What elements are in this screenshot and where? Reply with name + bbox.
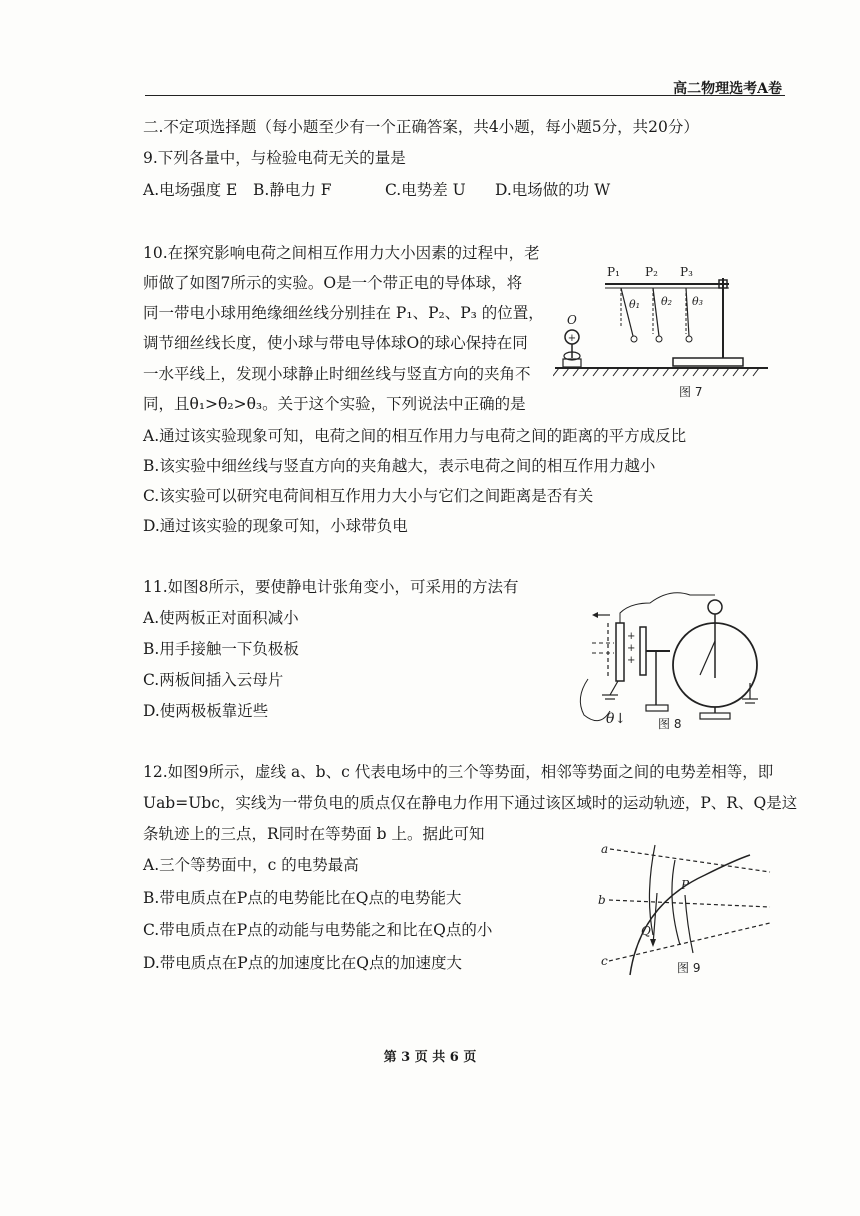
q9-option-c: C.电势差 U (385, 181, 466, 199)
q10-option-c: C.该实验可以研究电荷间相互作用力大小与它们之间距离是否有关 (143, 487, 594, 505)
figure-9-label-q: Q (641, 924, 651, 938)
svg-text:+: + (627, 631, 636, 642)
q12-stem-line-1: 12.如图9所示，虚线 a、b、c 代表电场中的三个等势面，相邻等势面之间的电势差相等，即 (143, 763, 774, 781)
q9-option-d: D.电场做的功 W (495, 181, 611, 199)
q10-option-b: B.该实验中细丝线与竖直方向的夹角越大，表示电荷之间的相互作用力越小 (143, 457, 656, 475)
q11-stem: 11.如图8所示，要使静电计张角变小，可采用的方法有 (143, 578, 519, 596)
figure-9-label-p: P (681, 878, 690, 892)
q10-option-d: D.通过该实验的现象可知，小球带负电 (143, 517, 408, 535)
q11-option-c: C.两板间插入云母片 (143, 671, 284, 689)
figure-8-electrometer (570, 583, 770, 743)
svg-text:+: + (627, 655, 636, 666)
svg-text:+: + (627, 643, 636, 654)
figure-9-label-c: c (601, 954, 608, 968)
q11-option-d: D.使两极板靠近些 (143, 702, 269, 720)
q12-option-a: A.三个等势面中，c 的电势最高 (143, 856, 359, 874)
q10-stem-line-4: 调节细丝线长度，使小球与带电导体球O的球心保持在同 (143, 334, 528, 352)
q9-stem: 9.下列各量中，与检验电荷无关的量是 (143, 149, 406, 167)
figure-9-caption: 图 9 (677, 961, 701, 975)
q10-stem-line-6: 同，且θ₁>θ₂>θ₃。关于这个实验，下列说法中正确的是 (143, 395, 526, 413)
section-title: 二.不定项选择题（每小题至少有一个正确答案，共4小题，每小题5分，共20分） (143, 118, 699, 136)
q10-option-a: A.通过该实验现象可知，电荷之间的相互作用力与电荷之间的距离的平方成反比 (143, 427, 687, 445)
q10-stem-line-3: 同一带电小球用绝缘细丝线分别挂在 P₁、P₂、P₃ 的位置， (143, 304, 544, 322)
q11-option-b: B.用手接触一下负极板 (143, 640, 299, 658)
figure-7-caption: 图 7 (679, 385, 703, 399)
figure-7-label-theta1: θ₁ (629, 298, 641, 311)
q12-stem-line-3: 条轨迹上的三点，R同时在等势面 b 上。据此可知 (143, 825, 485, 843)
figure-7-label-p2: P₂ (645, 265, 658, 279)
figure-7-label-p1: P₁ (607, 265, 620, 279)
q9-option-a: A.电场强度 E (143, 181, 238, 199)
page-header: 高二物理选考A卷 (673, 81, 782, 97)
page-footer: 第 3 页 共 6 页 (383, 1050, 477, 1065)
figure-7-label-p3: P₃ (680, 265, 693, 279)
figure-7-label-theta2: θ₂ (661, 295, 673, 308)
svg-text:+: + (567, 333, 577, 344)
figure-9-equipotentials (595, 835, 775, 980)
figure-7-apparatus (553, 258, 783, 406)
q12-option-c: C.带电质点在P点的动能与电势能之和比在Q点的小 (143, 921, 493, 939)
figure-9-label-a: a (601, 842, 609, 856)
q12-option-b: B.带电质点在P点的电势能比在Q点的电势能大 (143, 889, 462, 907)
q12-option-d: D.带电质点在P点的加速度比在Q点的加速度大 (143, 954, 462, 972)
figure-8-caption: 图 8 (658, 717, 682, 731)
q10-stem-line-1: 10.在探究影响电荷之间相互作用力大小因素的过程中，老 (143, 244, 540, 262)
q10-stem-line-5: 一水平线上，发现小球静止时细丝线与竖直方向的夹角不 (143, 365, 531, 383)
q10-stem-line-2: 师做了如图7所示的实验。O是一个带正电的导体球，将 (143, 274, 523, 292)
figure-9-label-b: b (598, 893, 606, 907)
q11-option-a: A.使两板正对面积减小 (143, 609, 299, 627)
figure-7-label-theta3: θ₃ (692, 295, 704, 308)
figure-7-label-o: O (567, 313, 577, 327)
q9-option-b: B.静电力 F (253, 181, 332, 199)
figure-8-handwriting: θ↓ (606, 711, 627, 727)
q12-stem-line-2: Uab=Ubc，实线为一带负电的质点仅在静电力作用下通过该区域时的运动轨迹，P、R、Q是这 (143, 794, 798, 812)
header-rule (145, 95, 785, 96)
